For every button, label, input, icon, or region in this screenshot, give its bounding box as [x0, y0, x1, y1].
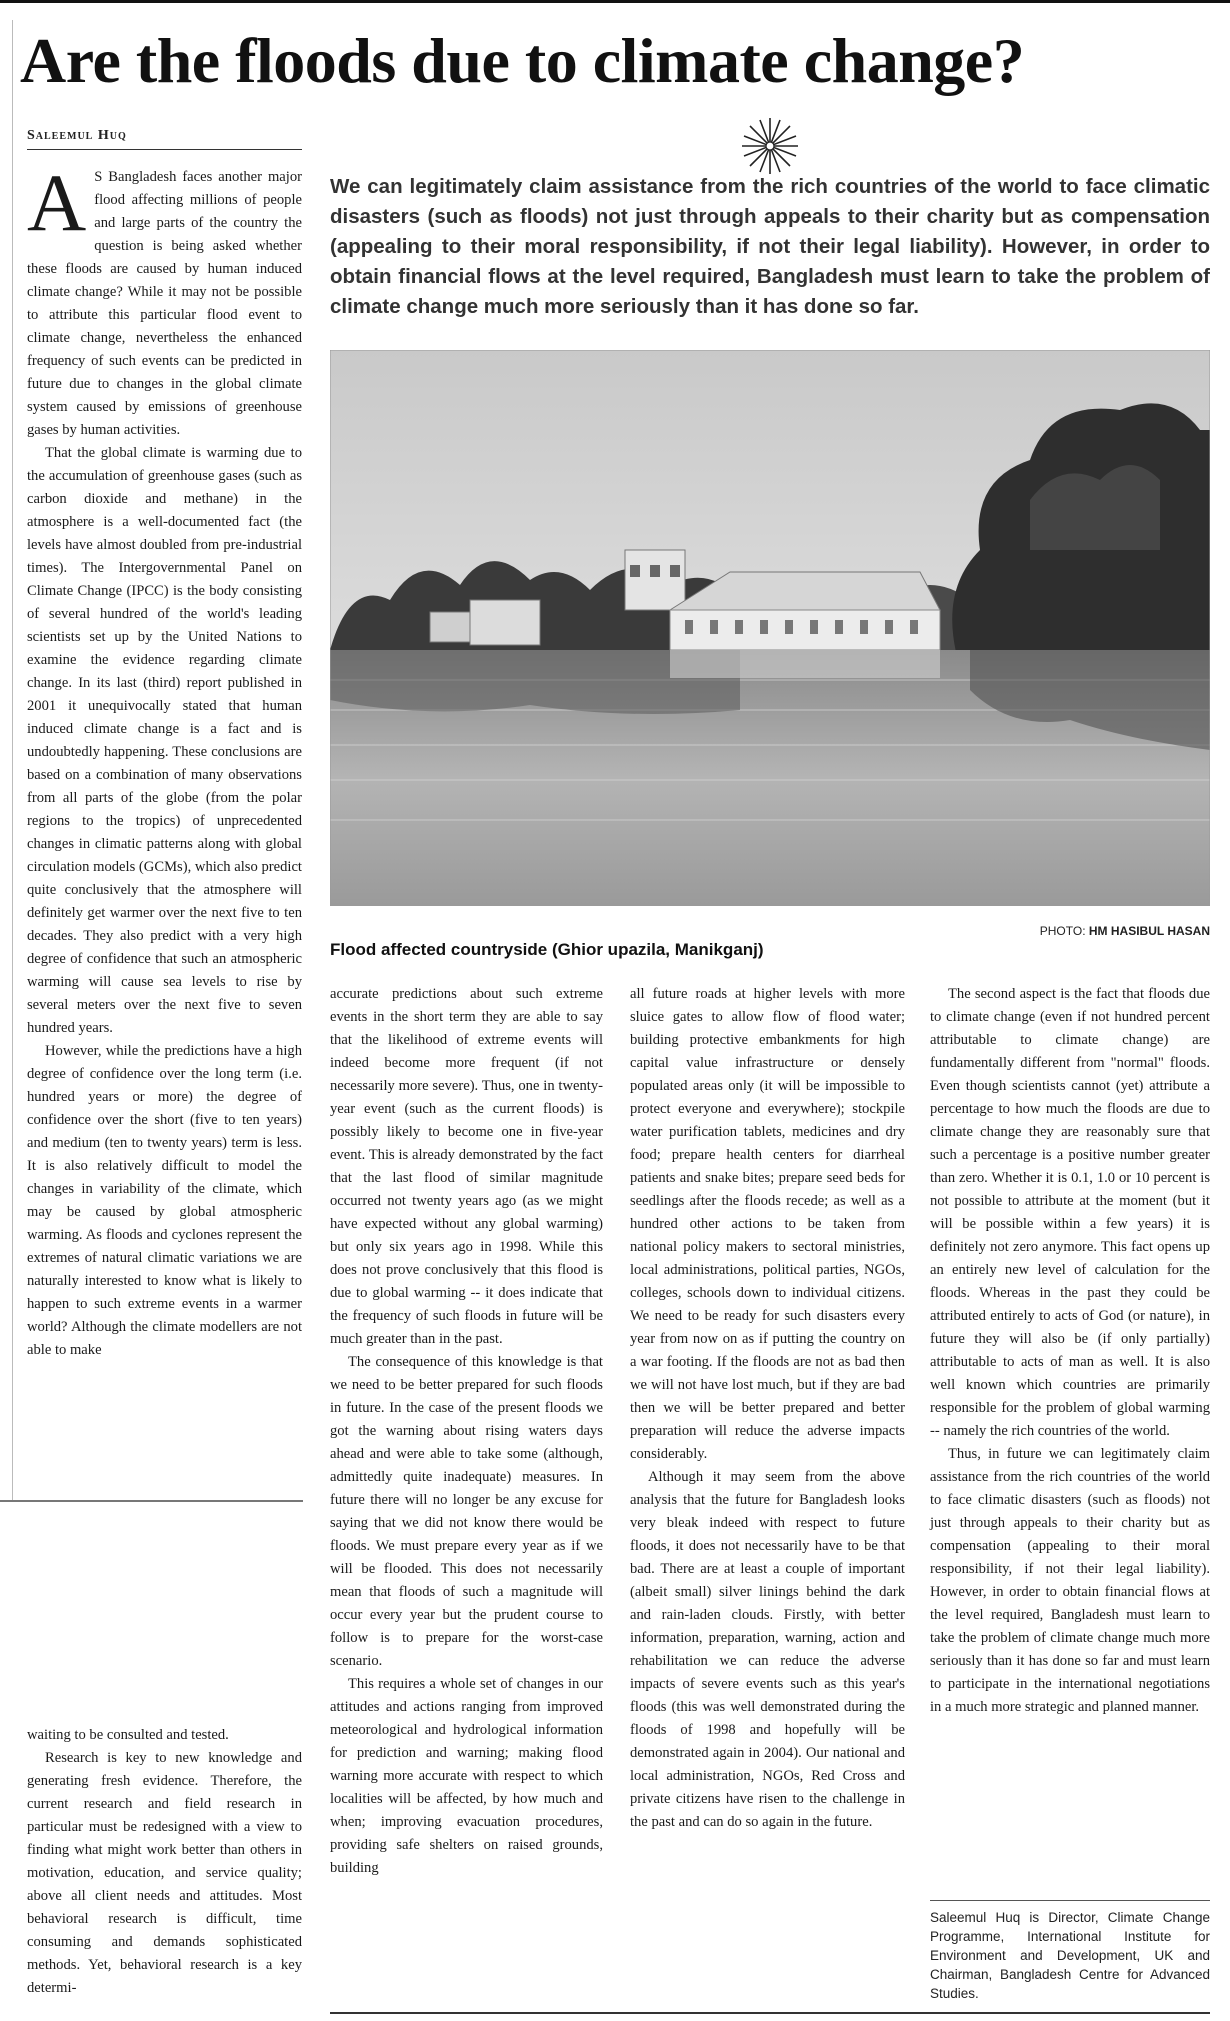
- article-paragraph: Thus, in future we can legitimately claim assistance from the rich countries of the world to face climatic disasters (such as floods) not just through appeals to their charity but as compensation (appealing to their moral responsibility, if not their legal liability). However, in order to obtain financial flows at the level required, Bangladesh must learn to take the problem of climate change much more seriously than it has done so far and must learn to participate in the international negotiations in a much more strategic and planned manner.: [930, 1446, 1210, 1715]
- article-paragraph: The second aspect is the fact that floods due to climate change (even if not hundred percent attributable to climate change) are fundamentally different from "normal" floods. Even though scientists cannot (yet) attribute a percentage to how much the floods are due to climate change they are reasonably sure that such a percentage is a positive number greater than zero. Whether it is 0.1, 1.0 or 10 percent is not possible to attribute at the moment (but it will be possible within a few years) it is definitely not zero anymore. This fact opens up an entirely new level of calculation for the floods. Whereas in the past they could be attributed entirely to acts of God (or nature), in future they will also be (if only partially) attributable to acts of man as well. It is also well known which countries are primarily responsible for the problem of global warming -- namely the rich countries of the world.: [930, 986, 1210, 1439]
- pull-quote: We can legitimately claim assistance from the rich countries of the world to face climatic disasters (such as floods) not just through appeals to their charity but as compensation (appealing to their moral responsibility, if not their legal liability). However, in order to obtain financial flows at the level required, Bangladesh must learn to take the problem of climate change much more seriously than it has done so far.: [330, 175, 1210, 318]
- bottom-rule: [330, 2012, 1210, 2014]
- bio-rule: [930, 1900, 1210, 1901]
- article-column-1: [27, 157, 302, 1362]
- article-paragraph: This requires a whole set of changes in our attitudes and actions ranging from improved meteorological and hydrological information for prediction and warning; making flood warning more accurate with respect to which localities will be affected, by how much and when; improving evacuation procedures, providing safe shelters on raised grounds, building: [330, 1676, 603, 1876]
- top-border: [0, 0, 1230, 3]
- headline: Are the floods due to climate change?: [20, 25, 1025, 96]
- article-paragraph: Although it may seem from the above analysis that the future for Bangladesh looks very bleak indeed with respect to future floods, it does not necessarily have to be that bad. There are at least a couple of important (albeit small) silver linings behind the dark and rain-laden clouds. Firstly, with better information, preparation, warning, action and rehabilitation we can reduce the adverse impacts of severe events such as this year's floods (this was well demonstrated during the floods of 1998 and hopefully will be demonstrated again in 2004). Our national and local administration, NGOs, Red Cross and private citizens have risen to the challenge in the past and can do so again in the future.: [630, 1469, 905, 1830]
- left-column-rule: [12, 20, 13, 1500]
- photo-credit: [960, 924, 1210, 938]
- photo-credit-prefix: PHOTO:: [1039, 924, 1089, 938]
- adjacent-paragraph: Research is key to new knowledge and generating fresh evidence. Therefore, the current research and field research in particular must be redesigned with a view to finding what might work better than others in motivation, education, and service quality; above all client needs and attitudes. Most behavioral research is difficult, time consuming and demands sophisticated methods. Yet, behavioral research is a key determi-: [27, 1750, 302, 1996]
- column-divider: [0, 1500, 303, 1502]
- photo-credit-name: HM HASIBUL HASAN: [1088, 924, 1210, 938]
- flood-photo: [330, 350, 1210, 906]
- byline-rule: [27, 149, 302, 150]
- article-paragraph: However, while the predictions have a high degree of confidence over the long term (i.e. hundred years or more) the degree of confidence over the short (five to ten years) and medium (ten to twenty years) term is less. It is also relatively difficult to model the changes in variability of the climate, which may be caused by global atmospheric warming. As floods and cyclones represent the extremes of natural climatic variations we are naturally interested to know what is likely to happen to such extreme events in a warmer world? Although the climate modellers are not able to make: [27, 1043, 302, 1358]
- article-column-2: [330, 983, 603, 1880]
- article-paragraph: The consequence of this knowledge is that we need to be better prepared for such floods in future. In the case of the present floods we got the warning about rising waters days ahead and were able to take some (although, admittedly quite inadequate) measures. In future there will no longer be any excuse for saying that we did not know there would be floods. We must prepare every year as if we will be flooded. This does not necessarily mean that floods of such a magnitude will occur every year but the prudent course to follow is to prepare for the worst-case scenario.: [330, 1354, 603, 1669]
- paragraph-text: S Bangladesh faces another major flood affecting millions of people and large parts of the country the question is being asked whether these floods are caused by human induced climate change? While it may not be possible to attribute this particular flood event to climate change, nevertheless the enhanced frequency of such events can be predicted in future due to changes in the global climate system caused by emissions of greenhouse gases by human activities.: [27, 169, 302, 438]
- article-column-4: [930, 983, 1210, 1719]
- adjacent-article: [27, 1724, 302, 2000]
- article-paragraph: all future roads at higher levels with more sluice gates to allow flow of flood water; building protective embankments for high capital value infrastructure or densely populated areas only (it will be impossible to protect everyone and everywhere); stockpile water purification tablets, medicines and dry food; prepare health centers for diarrheal patients and snake bites; prepare seed beds for seedlings after the floods recede; as well as a hundred other actions to be taken from national policy makers to sectoral ministries, local administrations, political parties, NGOs, colleges, schools down to individual citizens. We need to be ready for such disasters every year from now on as if putting the country on a war footing. If the floods are not as bad then we will not have lost much, but if they are bad then we will be better prepared and better preparation will reduce the adverse impacts considerably.: [630, 986, 905, 1462]
- article-paragraph: That the global climate is warming due to the accumulation of greenhouse gases (such as carbon dioxide and methane) in the atmosphere is a well-documented fact (the levels have almost doubled from pre-industrial times). The Intergovernmental Panel on Climate Change (IPCC) is the body consisting of several hundred of the world's leading scientists set up by the United Nations to examine the evidence regarding climate change. In its last (third) report published in 2001 it unequivocally stated that human induced climate change is a fact and is undoubtedly happening. These conclusions are based on a combination of many observations from all parts of the globe (from the polar regions to the tropics) of unprecedented changes in climatic patterns along with global circulation models (GCMs), which also predict quite conclusively that the atmosphere will definitely get warmer over the next five to ten decades. They also predict with a very high degree of confidence that such an atmospheric warming will cause sea levels to rise by several meters over the next five to seven hundred years.: [27, 445, 302, 1036]
- adjacent-paragraph: waiting to be consulted and tested.: [27, 1727, 229, 1743]
- photo-caption: Flood affected countryside (Ghior upazila, Manikganj): [330, 940, 764, 959]
- article-paragraph: accurate predictions about such extreme events in the short term they are able to say that the likelihood of extreme events will indeed become more frequent (if not necessarily more severe). Thus, one in twenty-year event (such as the current floods) is possibly likely to become one in five-year event. This is already demonstrated by the fact that the last flood of similar magnitude occurred not twenty years ago (as we might have expected without any global warming) but only six years ago in 1998. While this does not prove conclusively that this flood is due to global warming -- it does indicate that the frequency of such floods in future will be much greater than in the past.: [330, 986, 603, 1347]
- starburst-ornament: [740, 116, 800, 176]
- author-bio: Saleemul Huq is Director, Climate Change Programme, International Institute for Environment and Development, UK and Chairman, Bangladesh Centre for Advanced Studies.: [930, 1910, 1210, 2001]
- article-paragraph: [27, 157, 302, 442]
- drop-cap: A: [27, 157, 87, 248]
- byline: Saleemul Huq: [27, 128, 127, 143]
- article-column-3: [630, 983, 905, 1834]
